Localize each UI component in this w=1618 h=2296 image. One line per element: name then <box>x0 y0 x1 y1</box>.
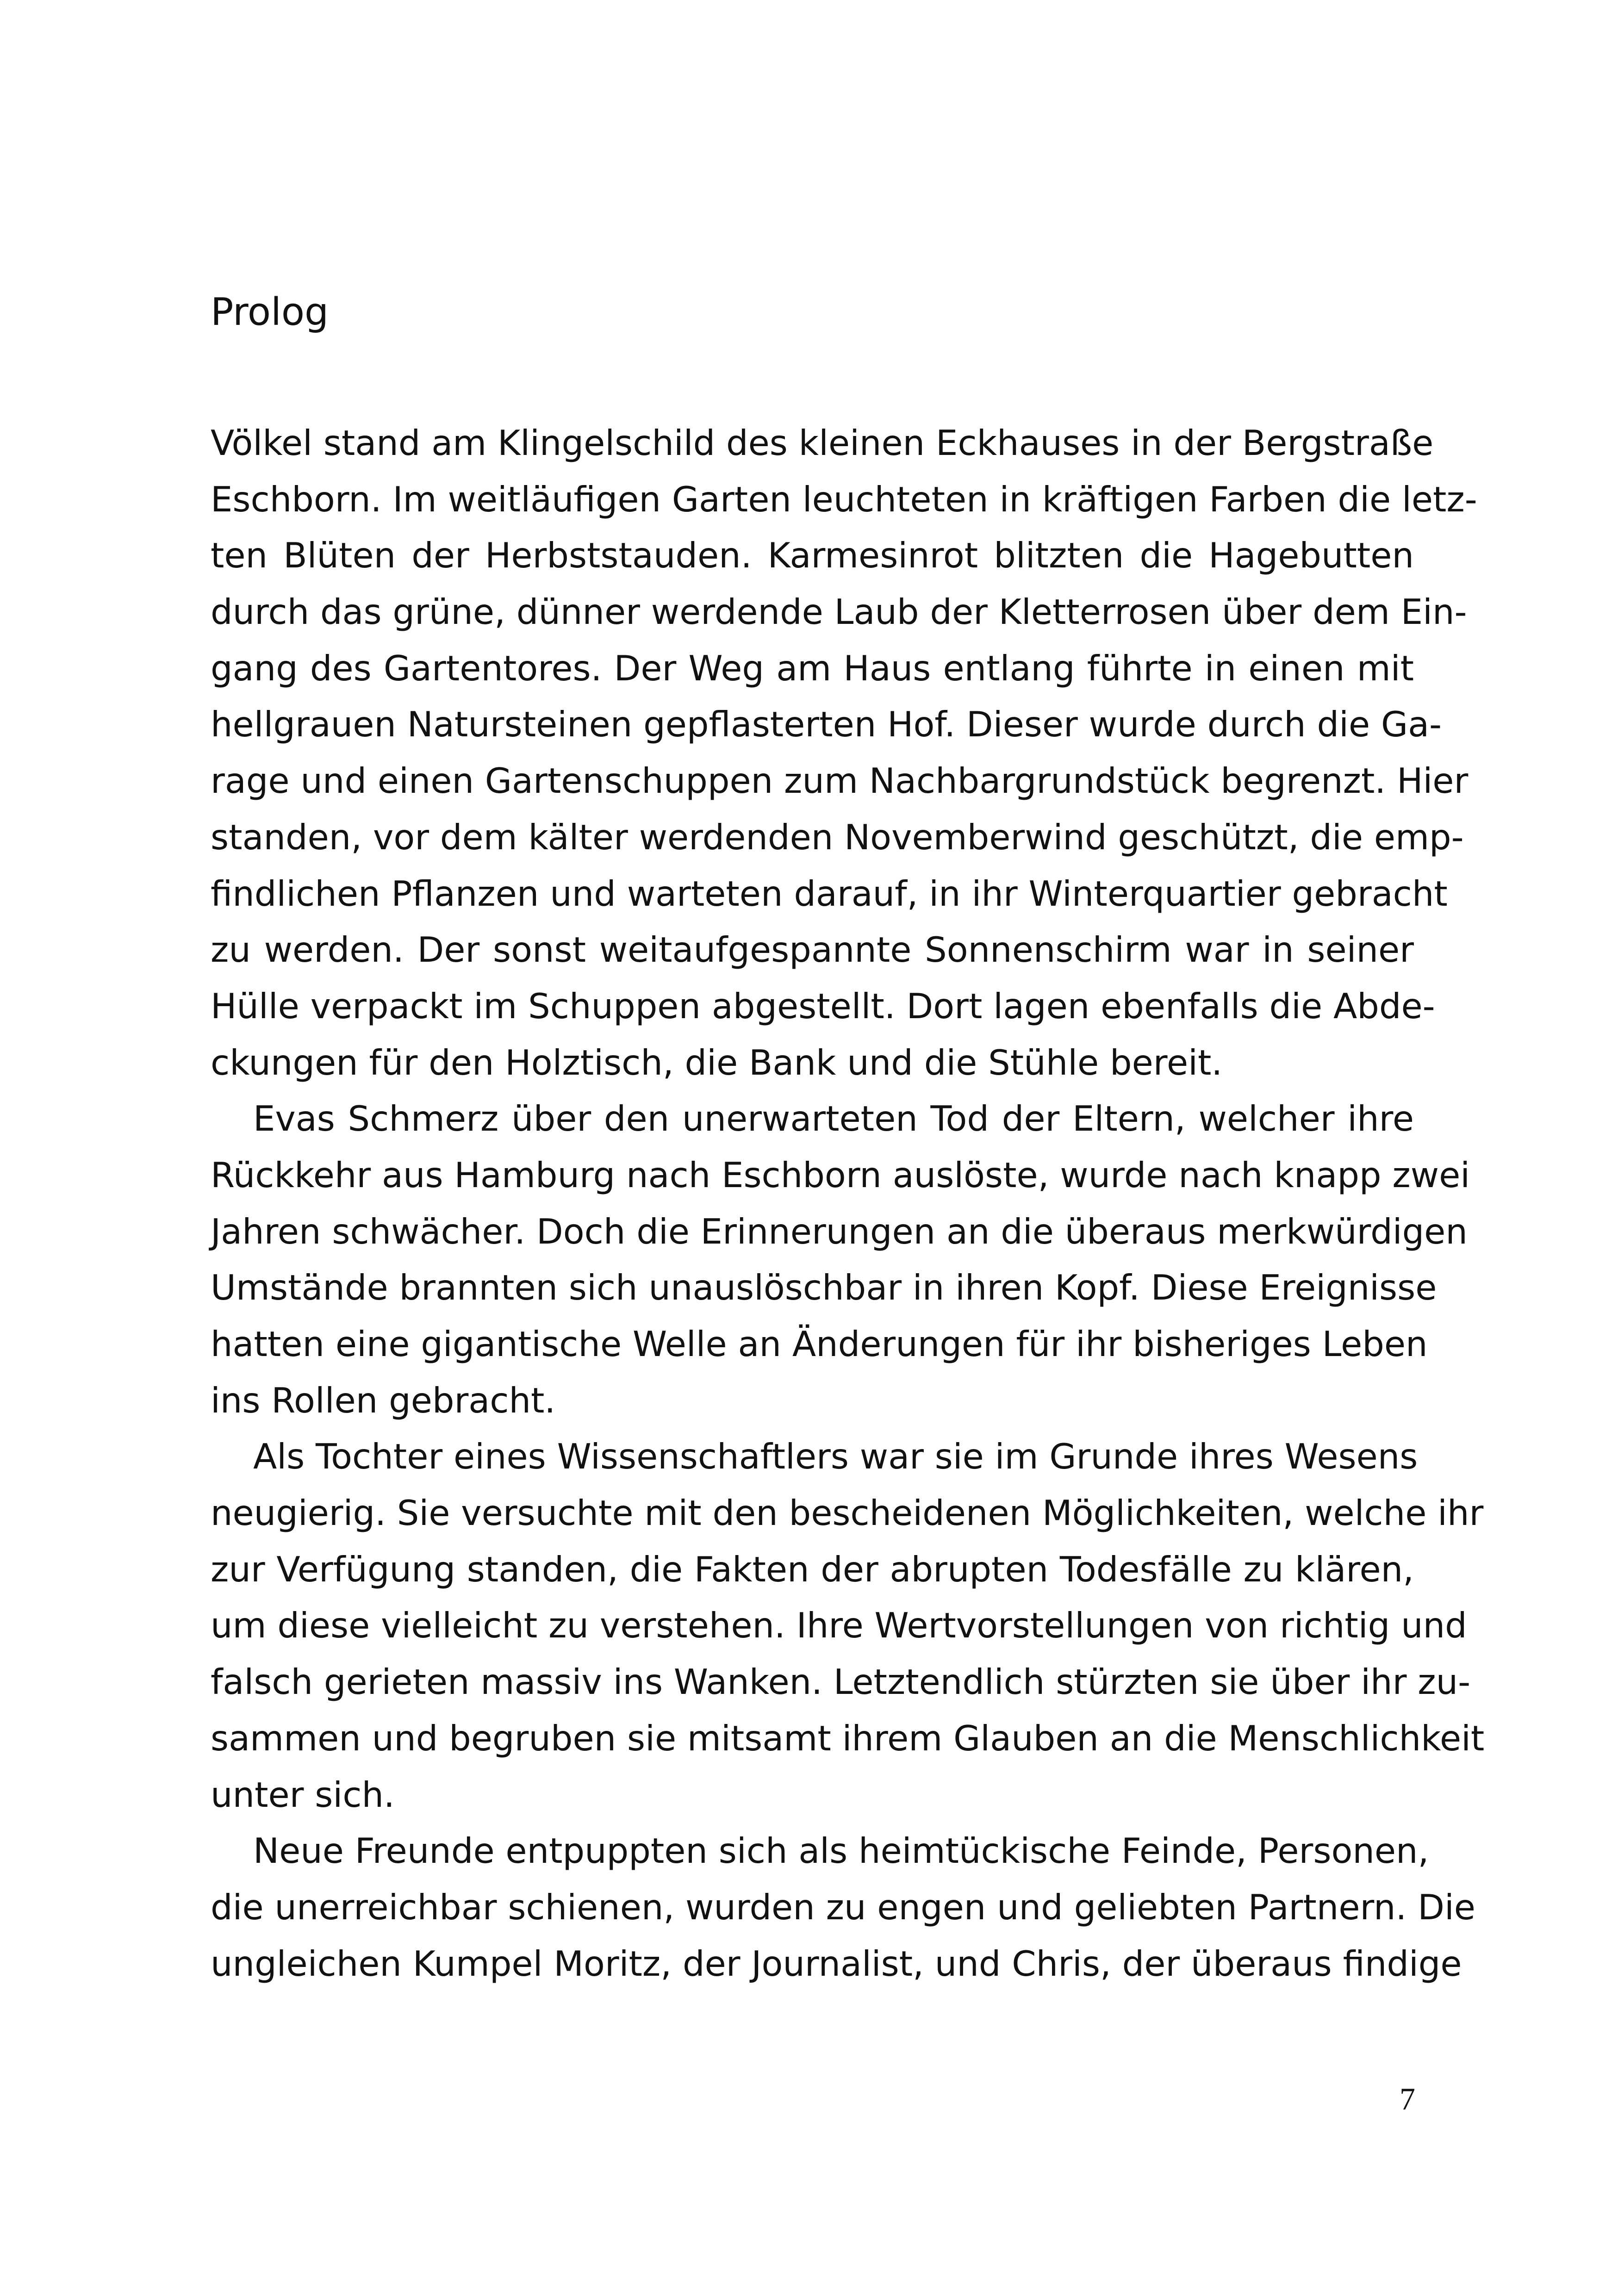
text-line: Neue Freunde entpuppten sich als heimtückische Feinde, Personen, <box>253 1830 1429 1872</box>
text-line: hellgrauen Natursteinen gepflasterten Hof. Dieser wurde durch die Ga- <box>211 704 1442 745</box>
text-line: die unerreichbar schienen, wurden zu engen und geliebten Partnern. Die <box>211 1886 1475 1928</box>
text-line: hatten eine gigantische Welle an Änderungen für ihr bisheriges Leben <box>211 1324 1428 1364</box>
text-line: durch das grüne, dünner werdende Laub der Kletterrosen über dem Ein- <box>211 591 1467 633</box>
text-line: ungleichen Kumpel Moritz, der Journalist, und Chris, der überaus findige <box>211 1943 1462 1984</box>
body-text <box>211 415 1485 1992</box>
text-line: ten Blüten der Herbststauden. Karmesinrot blitzten die Hagebutten <box>211 535 1414 576</box>
text-line: Jahren schwächer. Doch die Erinnerungen an die überaus merkwürdigen <box>211 1211 1468 1252</box>
chapter-heading: Prolog <box>211 290 329 334</box>
text-line: ckungen für den Holztisch, die Bank und die Stühle bereit. <box>211 1042 1223 1083</box>
text-line: unter sich. <box>211 1774 395 1815</box>
text-line: falsch gerieten massiv ins Wanken. Letztendlich stürzten sie über ihr zu- <box>211 1661 1471 1703</box>
text-line: findlichen Pflanzen und warteten darauf, in ihr Winterquartier gebracht <box>211 873 1448 914</box>
text-line: ins Rollen gebracht. <box>211 1380 556 1421</box>
text-line: Als Tochter eines Wissenschaftlers war sie im Grunde ihres Wesens <box>253 1436 1418 1477</box>
text-line: Umstände brannten sich unauslöschbar in ihren Kopf. Diese Ereignisse <box>211 1267 1437 1308</box>
text-line: Hülle verpackt im Schuppen abgestellt. Dort lagen ebenfalls die Abde- <box>211 985 1435 1027</box>
text-line: Rückkehr aus Hamburg nach Eschborn auslöste, wurde nach knapp zwei <box>211 1154 1470 1195</box>
text-line: neugierig. Sie versuchte mit den bescheidenen Möglichkeiten, welche ihr <box>211 1493 1484 1534</box>
page-number: 7 <box>1400 2081 1415 2116</box>
text-line: sammen und begruben sie mitsamt ihrem Glauben an die Menschlichkeit <box>211 1717 1485 1759</box>
text-line: gang des Gartentores. Der Weg am Haus entlang führte in einen mit <box>211 647 1414 689</box>
text-line: zu werden. Der sonst weitaufgespannte Sonnenschirm war in seiner <box>211 929 1414 971</box>
text-line: zur Verfügung standen, die Fakten der abrupten Todesfälle zu klären, <box>211 1549 1414 1590</box>
text-line: standen, vor dem kälter werdenden Novemberwind geschützt, die emp- <box>211 816 1464 858</box>
text-line: Eschborn. Im weitläufigen Garten leuchteten in kräftigen Farben die letz- <box>211 479 1477 520</box>
text-line: Evas Schmerz über den unerwarteten Tod der Eltern, welcher ihre <box>253 1098 1414 1139</box>
text-line: rage und einen Gartenschuppen zum Nachbargrundstück begrenzt. Hier <box>211 760 1469 802</box>
text-line: Völkel stand am Klingelschild des kleinen Eckhauses in der Bergstraße <box>211 423 1434 463</box>
text-line: um diese vielleicht zu verstehen. Ihre Wertvorstellungen von richtig und <box>211 1605 1467 1646</box>
